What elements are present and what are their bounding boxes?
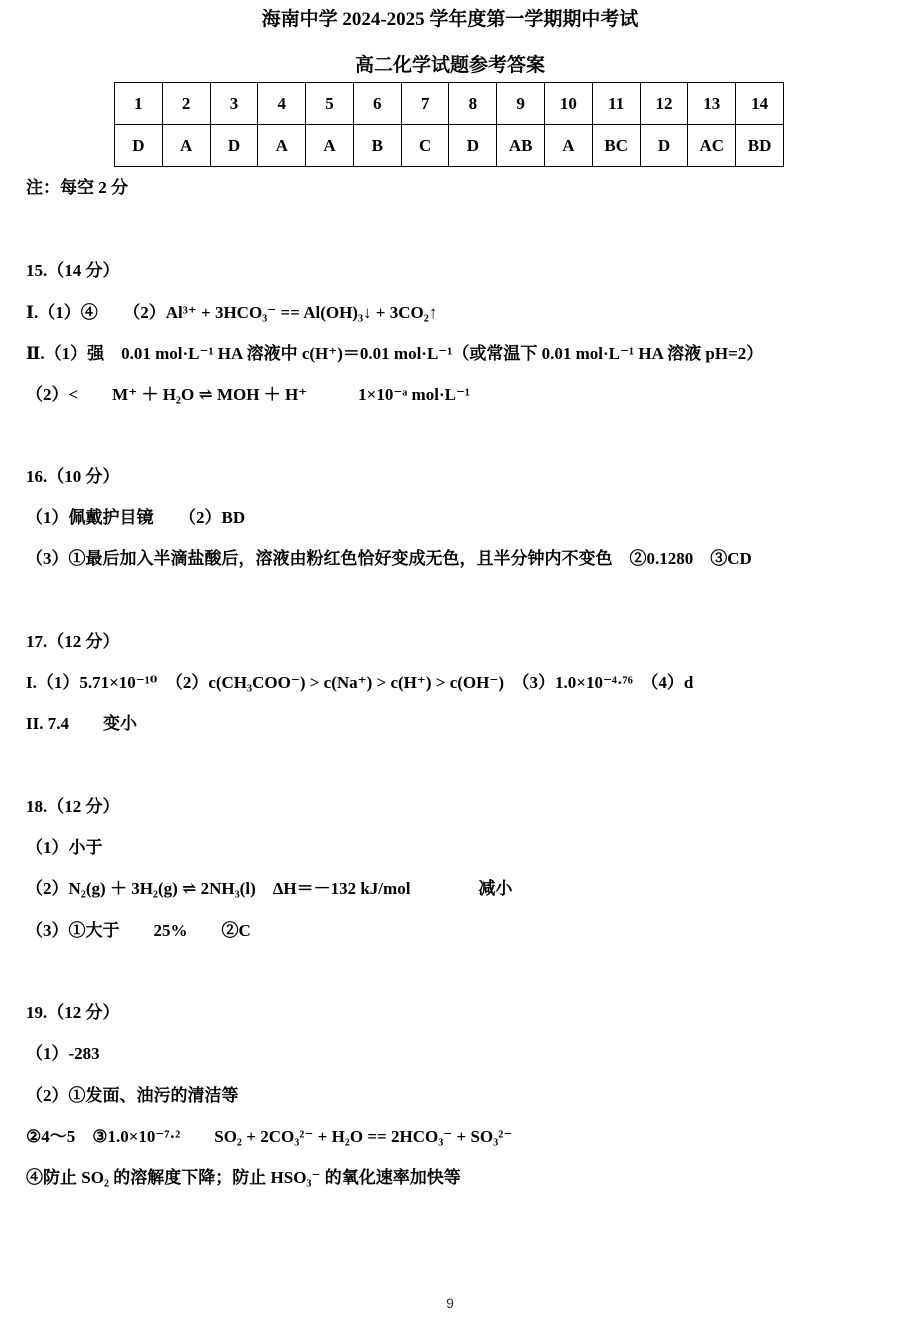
answer-cell: D xyxy=(115,125,163,167)
question-number-cell: 7 xyxy=(401,83,449,125)
answer-cell: B xyxy=(353,125,401,167)
question-number-cell: 11 xyxy=(592,83,640,125)
answer-cell: BD xyxy=(736,125,784,167)
question-number-cell: 13 xyxy=(688,83,736,125)
answer-row xyxy=(115,125,784,167)
question-16-header: 16.（10 分） xyxy=(26,467,120,486)
exam-title: 海南中学 2024-2025 学年度第一学期期中考试 xyxy=(261,9,639,30)
question-number-row xyxy=(115,83,784,125)
question-18-header: 18.（12 分） xyxy=(26,797,120,816)
q17-part2-answer: II. 7.4 变小 xyxy=(26,714,137,733)
question-number-cell: 5 xyxy=(306,83,354,125)
q16-answer-1: （1）佩戴护目镜 （2）BD xyxy=(26,508,246,527)
question-number-cell: 6 xyxy=(353,83,401,125)
question-number-cell: 3 xyxy=(210,83,258,125)
q18-answer-2: （2）N₂(g) ＋ 3H₂(g) ⇌ 2NH₃(l) ΔH＝－132 kJ/mol 减小 xyxy=(26,879,513,898)
q18-answer-3: （3）①大于 25% ②C xyxy=(26,921,251,940)
question-number-cell: 14 xyxy=(736,83,784,125)
answer-cell: D xyxy=(640,125,688,167)
q19-answer-2: （2）①发面、油污的清洁等 xyxy=(26,1086,239,1105)
answer-table xyxy=(114,82,784,167)
question-number-cell: 10 xyxy=(545,83,593,125)
q19-answer-1: （1）-283 xyxy=(26,1044,100,1063)
q19-answer-2b: ②4～5 ③1.0×10⁻⁷·² SO₂ + 2CO₃²⁻ + H₂O == 2HCO₃⁻ + SO₃²⁻ xyxy=(26,1127,513,1146)
answer-cell: D xyxy=(210,125,258,167)
answer-cell: C xyxy=(401,125,449,167)
question-number-cell: 1 xyxy=(115,83,163,125)
question-number-cell: 4 xyxy=(258,83,306,125)
page-number: 9 xyxy=(446,1295,454,1311)
question-number-cell: 2 xyxy=(162,83,210,125)
question-19-header: 19.（12 分） xyxy=(26,1003,120,1022)
q18-answer-1: （1）小于 xyxy=(26,838,103,857)
exam-subtitle: 高二化学试题参考答案 xyxy=(354,55,545,76)
q16-answer-3: （3）①最后加入半滴盐酸后，溶液由粉红色恰好变成无色，且半分钟内不变色 ②0.1280 ③CD xyxy=(26,549,752,568)
q15-part2-answer-1: Ⅱ.（1）强 0.01 mol·L⁻¹ HA 溶液中 c(H⁺)＝0.01 mol·L⁻¹（或常温下 0.01 mol·L⁻¹ HA 溶液 pH=2） xyxy=(26,344,764,363)
q19-answer-2c: ④防止 SO₂ 的溶解度下降；防止 HSO₃⁻ 的氧化速率加快等 xyxy=(26,1168,461,1187)
answer-cell: BC xyxy=(592,125,640,167)
question-15-header: 15.（14 分） xyxy=(26,261,120,280)
question-number-cell: 8 xyxy=(449,83,497,125)
question-number-cell: 12 xyxy=(640,83,688,125)
answer-cell: A xyxy=(545,125,593,167)
answer-cell: AB xyxy=(497,125,545,167)
scoring-note: 注：每空 2 分 xyxy=(26,178,128,197)
q15-part1-answer: Ⅰ.（1）④ （2）Al³⁺ + 3HCO₃⁻ == Al(OH)₃↓ + 3CO₂↑ xyxy=(26,303,438,322)
answer-cell: A xyxy=(306,125,354,167)
answer-cell: A xyxy=(162,125,210,167)
question-number-cell: 9 xyxy=(497,83,545,125)
q17-part1-answer: I.（1）5.71×10⁻¹⁰ （2）c(CH₃COO⁻) > c(Na⁺) > c(H⁺) > c(OH⁻) （3）1.0×10⁻⁴·⁷⁶ （4）d xyxy=(26,673,694,692)
answer-cell: D xyxy=(449,125,497,167)
q15-part2-answer-2: （2）< M⁺ ＋ H₂O ⇌ MOH ＋ H⁺ 1×10⁻ᵃ mol·L⁻¹ xyxy=(26,385,471,404)
answer-cell: A xyxy=(258,125,306,167)
answer-cell: AC xyxy=(688,125,736,167)
question-17-header: 17.（12 分） xyxy=(26,632,120,651)
